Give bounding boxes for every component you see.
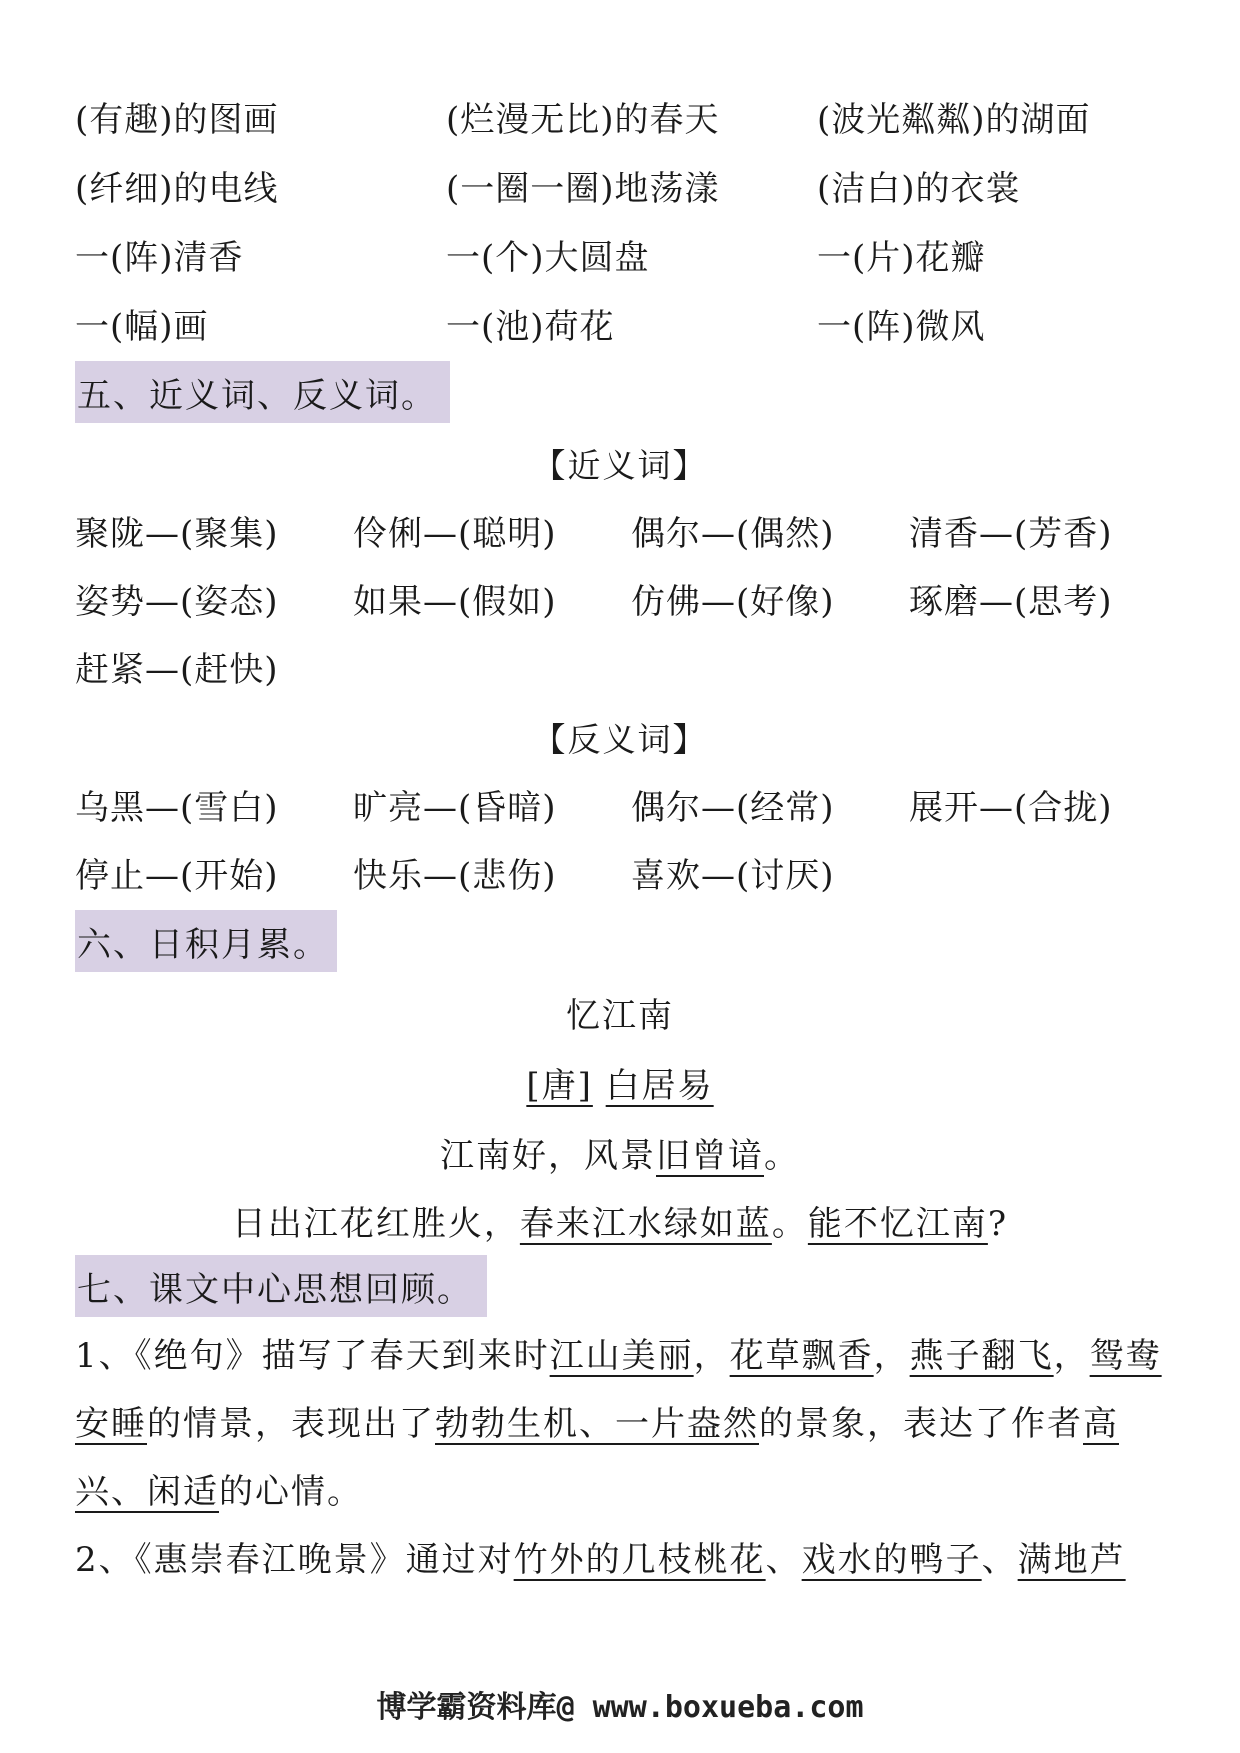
para-underlined: 花草飘香	[729, 1336, 874, 1376]
para-text: 、	[981, 1540, 1018, 1580]
para-underlined: 江山美丽	[549, 1336, 694, 1376]
poem-underlined: 能不忆江南	[807, 1204, 988, 1244]
word-pair: 姿势—(姿态)	[75, 581, 279, 622]
phrase-item: 一(阵)微风	[817, 307, 986, 347]
para-text: 的景象，表达了作者	[759, 1404, 1083, 1444]
antonyms-grid	[75, 770, 1195, 906]
word-pair: 如果—(假如)	[353, 581, 557, 622]
footer-watermark	[0, 1682, 1240, 1726]
poem-line-1	[0, 1128, 1240, 1177]
phrase-item: 一(片)花瓣	[817, 238, 986, 278]
poem-author: 白居易	[605, 1066, 714, 1106]
summary-paragraph-2	[75, 1526, 1170, 1594]
poem-title: 忆江南	[566, 996, 674, 1036]
poem-text: 。	[764, 1136, 800, 1176]
section-heading-daily-accumulation: 六、日积月累。	[75, 910, 337, 972]
para-text: 2、《惠崇春江晚景》通过对	[75, 1540, 514, 1580]
poem-text: 日出江花红胜火，	[231, 1204, 520, 1244]
para-underlined: 勃勃生机、一片盎然	[435, 1404, 759, 1444]
word-pair: 琢磨—(思考)	[909, 581, 1113, 622]
poem-byline	[0, 1058, 1240, 1107]
synonyms-grid	[75, 496, 1195, 700]
phrase-item: 一(个)大圆盘	[446, 238, 650, 278]
word-pair: 仿佛—(好像)	[631, 581, 835, 622]
word-pair: 喜欢—(讨厌)	[631, 855, 835, 896]
phrase-item: (一圈一圈)地荡漾	[446, 169, 720, 209]
para-text: ，	[693, 1336, 730, 1376]
word-pair: 旷亮—(昏暗)	[353, 787, 557, 828]
word-pair: 偶尔—(偶然)	[631, 513, 835, 554]
poem-dynasty: [唐]	[526, 1066, 593, 1106]
poem-line-2	[0, 1196, 1240, 1245]
word-pair: 展开—(合拢)	[909, 787, 1113, 828]
word-pair-row	[75, 838, 1195, 906]
para-underlined: 满地芦	[1017, 1540, 1126, 1580]
summary-paragraph-1	[75, 1322, 1170, 1526]
poem-text: 江南好，风景	[440, 1136, 656, 1176]
phrase-item: 一(池)荷花	[446, 307, 615, 347]
phrase-item: (烂漫无比)的春天	[446, 100, 720, 140]
section-heading-synonyms-antonyms: 五、近义词、反义词。	[75, 361, 450, 423]
word-pair: 乌黑—(雪白)	[75, 787, 279, 828]
para-text: 、	[765, 1540, 802, 1580]
poem-text: 。	[771, 1204, 808, 1244]
word-pair: 聚陇—(聚集)	[75, 513, 279, 554]
footer-site-name: 博学霸资料库	[376, 1690, 557, 1725]
phrase-row	[75, 289, 1165, 358]
word-pair: 清香—(芳香)	[909, 513, 1113, 554]
para-text: ，	[1053, 1336, 1090, 1376]
para-text: 的心情。	[219, 1472, 363, 1512]
phrase-row	[75, 151, 1165, 220]
phrase-item: 一(阵)清香	[75, 238, 244, 278]
section-heading-central-ideas: 七、课文中心思想回顾。	[75, 1255, 487, 1317]
word-pair-row	[75, 632, 1195, 700]
word-pair: 停止—(开始)	[75, 855, 279, 896]
word-pair: 赶紧—(赶快)	[75, 649, 279, 690]
para-text: 1、《绝句》描写了春天到来时	[75, 1336, 550, 1376]
para-underlined: 燕子翻飞	[909, 1336, 1054, 1376]
para-text: ，	[873, 1336, 910, 1376]
phrase-item: (有趣)的图画	[75, 100, 279, 140]
para-underlined: 戏水的鸭子	[801, 1540, 982, 1580]
antonyms-title: 【反义词】	[532, 720, 708, 759]
word-pair-row	[75, 564, 1195, 632]
word-pair: 快乐—(悲伤)	[353, 855, 557, 896]
poem-underlined: 旧曾谙	[656, 1136, 764, 1176]
phrase-grid	[75, 82, 1165, 358]
phrase-item: (波光粼粼)的湖面	[817, 100, 1091, 140]
footer-site-url: @ www.boxueba.com	[556, 1690, 864, 1725]
phrase-item: (纤细)的电线	[75, 169, 279, 209]
phrase-item: (洁白)的衣裳	[817, 169, 1021, 209]
phrase-row	[75, 82, 1165, 151]
para-text: 的情景，表现出了	[147, 1404, 435, 1444]
phrase-item: 一(幅)画	[75, 307, 209, 347]
synonyms-title: 【近义词】	[532, 446, 708, 485]
para-underlined: 鸳鸯安睡	[75, 1336, 1162, 1444]
para-underlined: 竹外的几枝桃花	[513, 1540, 766, 1580]
phrase-row	[75, 220, 1165, 289]
word-pair-row	[75, 496, 1195, 564]
word-pair-row	[75, 770, 1195, 838]
word-pair: 伶俐—(聪明)	[353, 513, 557, 554]
poem-underlined: 春来江水绿如蓝	[519, 1204, 772, 1244]
word-pair: 偶尔—(经常)	[631, 787, 835, 828]
para-underlined: 高兴、闲适	[75, 1404, 1119, 1512]
poem-text: ?	[987, 1204, 1009, 1244]
